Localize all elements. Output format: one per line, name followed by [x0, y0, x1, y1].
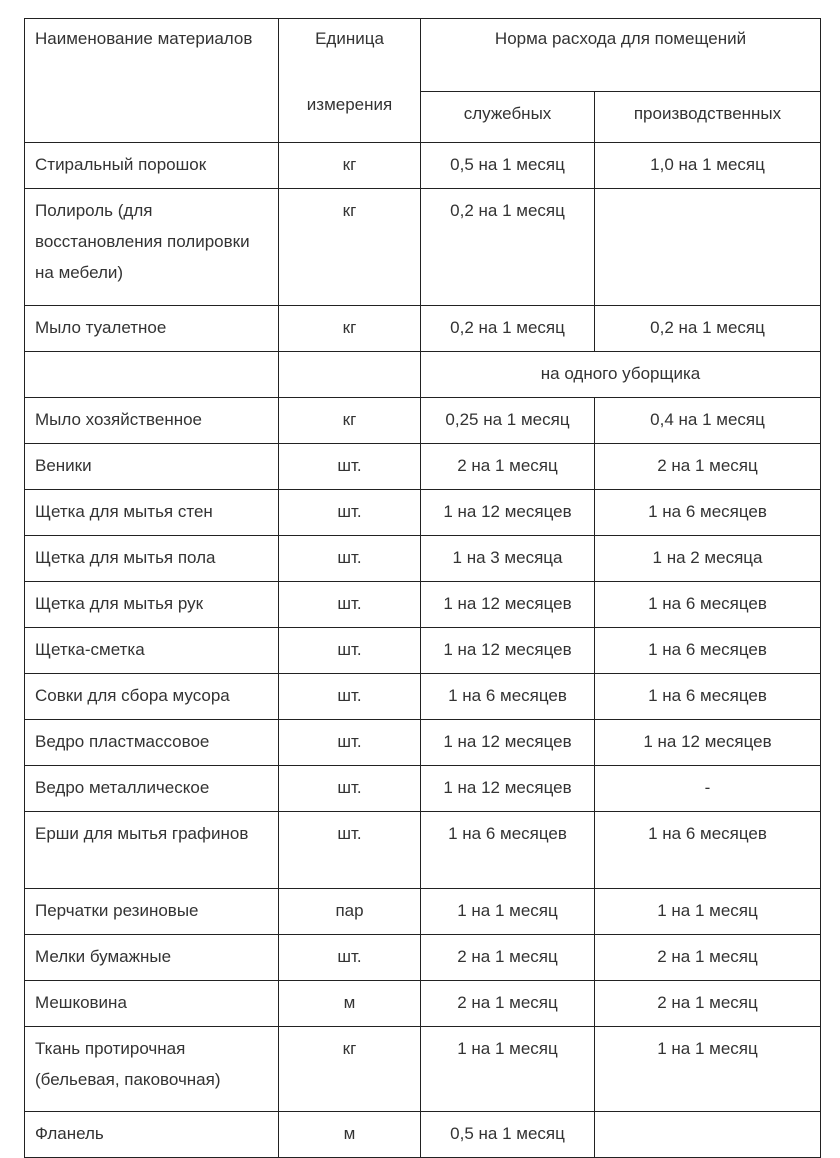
- production-norm: 1 на 12 месяцев: [595, 720, 821, 766]
- material-name: Щетка для мытья рук: [25, 582, 279, 628]
- material-name: Веники: [25, 444, 279, 490]
- material-unit: шт.: [279, 582, 421, 628]
- table-row: [25, 536, 821, 582]
- table-row: [25, 306, 821, 352]
- production-norm: -: [595, 766, 821, 812]
- office-norm: 0,2 на 1 месяц: [421, 189, 595, 306]
- material-name: Ткань протирочная (бельевая, паковочная): [25, 1027, 279, 1112]
- production-norm: 1 на 6 месяцев: [595, 582, 821, 628]
- table-row: [25, 582, 821, 628]
- material-name: Щетка для мытья пола: [25, 536, 279, 582]
- material-name: Мешковина: [25, 981, 279, 1027]
- material-unit: шт.: [279, 444, 421, 490]
- header-material-name: Наименование материалов: [25, 19, 279, 143]
- material-name: Щетка для мытья стен: [25, 490, 279, 536]
- table-row: [25, 1112, 821, 1158]
- header-row-top: [25, 19, 821, 92]
- production-norm: 1,0 на 1 месяц: [595, 143, 821, 189]
- production-norm: 0,2 на 1 месяц: [595, 306, 821, 352]
- production-norm: 1 на 1 месяц: [595, 1027, 821, 1112]
- production-norm: 2 на 1 месяц: [595, 444, 821, 490]
- material-unit: шт.: [279, 674, 421, 720]
- production-norm: 0,4 на 1 месяц: [595, 398, 821, 444]
- office-norm: 2 на 1 месяц: [421, 981, 595, 1027]
- table-row: [25, 628, 821, 674]
- material-name: Стиральный порошок: [25, 143, 279, 189]
- materials-norm-table: [24, 18, 821, 1158]
- table-row: [25, 766, 821, 812]
- material-name: Мелки бумажные: [25, 935, 279, 981]
- table-row: [25, 1027, 821, 1112]
- material-name: Ведро пластмассовое: [25, 720, 279, 766]
- material-name: Мыло хозяйственное: [25, 398, 279, 444]
- office-norm: 0,5 на 1 месяц: [421, 1112, 595, 1158]
- material-unit: пар: [279, 889, 421, 935]
- production-norm: 2 на 1 месяц: [595, 935, 821, 981]
- material-name: Щетка-сметка: [25, 628, 279, 674]
- production-norm: 1 на 2 месяца: [595, 536, 821, 582]
- material-unit: шт.: [279, 536, 421, 582]
- production-norm: 1 на 6 месяцев: [595, 490, 821, 536]
- material-unit: м: [279, 1112, 421, 1158]
- material-unit: шт.: [279, 935, 421, 981]
- material-unit: шт.: [279, 766, 421, 812]
- table-row: [25, 143, 821, 189]
- material-unit: шт.: [279, 628, 421, 674]
- table-row: [25, 889, 821, 935]
- office-norm: 2 на 1 месяц: [421, 935, 595, 981]
- office-norm: 1 на 1 месяц: [421, 889, 595, 935]
- table-row: [25, 981, 821, 1027]
- material-unit: кг: [279, 189, 421, 306]
- production-norm: [595, 189, 821, 306]
- production-norm: 1 на 6 месяцев: [595, 628, 821, 674]
- table-row: [25, 935, 821, 981]
- office-norm: 1 на 12 месяцев: [421, 766, 595, 812]
- header-unit-line2: измерения: [306, 95, 393, 114]
- header-unit-line1: Единица: [315, 29, 384, 48]
- office-norm: 1 на 12 месяцев: [421, 582, 595, 628]
- production-norm: 1 на 6 месяцев: [595, 812, 821, 889]
- cleaner-note-row: [25, 352, 821, 398]
- office-norm: 1 на 3 месяца: [421, 536, 595, 582]
- table-row: [25, 812, 821, 889]
- material-name: Фланель: [25, 1112, 279, 1158]
- header-production: производственных: [595, 92, 821, 143]
- table-row: [25, 490, 821, 536]
- empty-cell: [25, 352, 279, 398]
- material-name: Мыло туалетное: [25, 306, 279, 352]
- office-norm: 1 на 12 месяцев: [421, 490, 595, 536]
- office-norm: 1 на 6 месяцев: [421, 674, 595, 720]
- material-unit: шт.: [279, 720, 421, 766]
- office-norm: 0,25 на 1 месяц: [421, 398, 595, 444]
- header-unit: [279, 19, 421, 143]
- material-name: Ведро металлическое: [25, 766, 279, 812]
- table-row: [25, 674, 821, 720]
- material-unit: м: [279, 981, 421, 1027]
- material-unit: кг: [279, 306, 421, 352]
- header-norm: Норма расхода для помещений: [421, 19, 821, 92]
- office-norm: 1 на 6 месяцев: [421, 812, 595, 889]
- material-unit: кг: [279, 1027, 421, 1112]
- material-unit: кг: [279, 143, 421, 189]
- material-unit: шт.: [279, 490, 421, 536]
- table-row: [25, 398, 821, 444]
- office-norm: 1 на 1 месяц: [421, 1027, 595, 1112]
- empty-cell: [279, 352, 421, 398]
- office-norm: 0,5 на 1 месяц: [421, 143, 595, 189]
- production-norm: 1 на 6 месяцев: [595, 674, 821, 720]
- office-norm: 2 на 1 месяц: [421, 444, 595, 490]
- material-unit: шт.: [279, 812, 421, 889]
- production-norm: 2 на 1 месяц: [595, 981, 821, 1027]
- office-norm: 1 на 12 месяцев: [421, 720, 595, 766]
- material-name: Перчатки резиновые: [25, 889, 279, 935]
- material-name: Полироль (для восстановления полировки на мебели): [25, 189, 279, 306]
- office-norm: 1 на 12 месяцев: [421, 628, 595, 674]
- table-row: [25, 444, 821, 490]
- material-unit: кг: [279, 398, 421, 444]
- cleaner-note: на одного уборщика: [421, 352, 821, 398]
- material-name: Ерши для мытья графинов: [25, 812, 279, 889]
- table-row: [25, 720, 821, 766]
- office-norm: 0,2 на 1 месяц: [421, 306, 595, 352]
- production-norm: 1 на 1 месяц: [595, 889, 821, 935]
- production-norm: [595, 1112, 821, 1158]
- header-office: служебных: [421, 92, 595, 143]
- material-name: Совки для сбора мусора: [25, 674, 279, 720]
- table-row: [25, 189, 821, 306]
